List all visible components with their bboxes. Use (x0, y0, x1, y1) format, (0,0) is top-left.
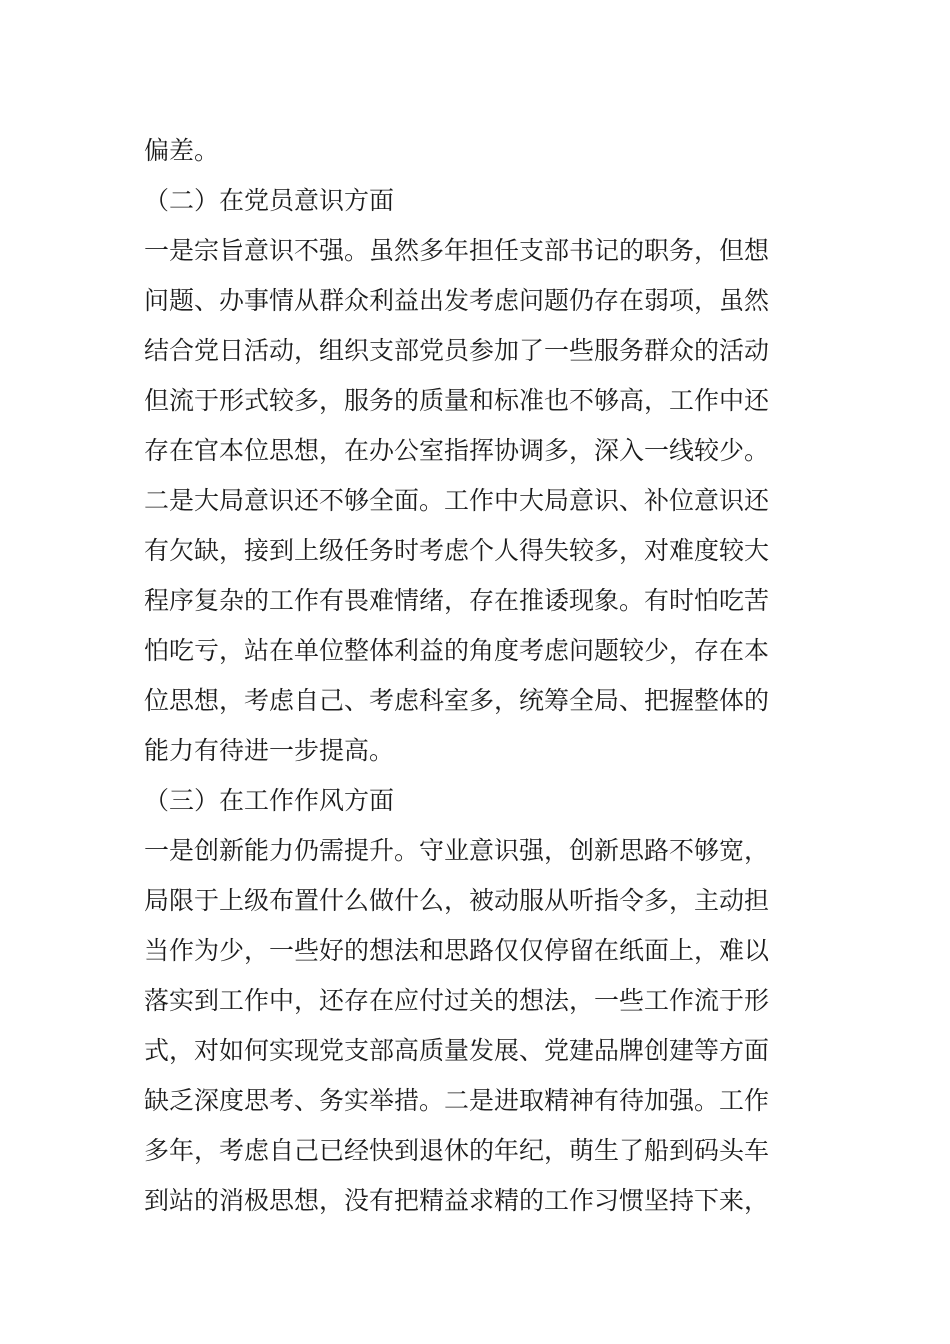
section-heading: （三）在工作作风方面 (144, 786, 395, 815)
text-line: 到站的消极思想，没有把精益求精的工作习惯坚持下来， (144, 1186, 770, 1215)
text-line: 式，对如何实现党支部高质量发展、党建品牌创建等方面 (144, 1036, 770, 1065)
text-line: 有欠缺，接到上级任务时考虑个人得失较多，对难度较大 (144, 536, 770, 565)
text-line: 怕吃亏，站在单位整体利益的角度考虑问题较少，存在本 (144, 636, 770, 665)
text-line: 当作为少，一些好的想法和思路仅仅停留在纸面上，难以 (144, 936, 770, 965)
text-line: 一是宗旨意识不强。虽然多年担任支部书记的职务，但想 (144, 236, 770, 265)
text-line: 一是创新能力仍需提升。守业意识强，创新思路不够宽， (144, 836, 770, 865)
text-line: 落实到工作中，还存在应付过关的想法，一些工作流于形 (144, 986, 770, 1015)
text-line: 缺乏深度思考、务实举措。二是进取精神有待加强。工作 (144, 1086, 770, 1115)
text-line: 但流于形式较多，服务的质量和标准也不够高，工作中还 (144, 386, 770, 415)
section-heading: （二）在党员意识方面 (144, 186, 395, 215)
text-line: 能力有待进一步提高。 (144, 736, 395, 765)
text-line: 二是大局意识还不够全面。工作中大局意识、补位意识还 (144, 486, 770, 515)
text-line: 结合党日活动，组织支部党员参加了一些服务群众的活动 (144, 336, 770, 365)
text-line: 位思想，考虑自己、考虑科室多，统筹全局、把握整体的 (144, 686, 770, 715)
text-line: 问题、办事情从群众利益出发考虑问题仍存在弱项，虽然 (144, 286, 770, 315)
text-line: 存在官本位思想，在办公室指挥协调多，深入一线较少。 (144, 436, 770, 465)
text-line: 多年，考虑自己已经快到退休的年纪，萌生了船到码头车 (144, 1136, 770, 1165)
text-line: 程序复杂的工作有畏难情绪，存在推诿现象。有时怕吃苦 (144, 586, 770, 615)
text-line: 偏差。 (144, 136, 220, 165)
text-line: 局限于上级布置什么做什么，被动服从听指令多，主动担 (144, 886, 770, 915)
